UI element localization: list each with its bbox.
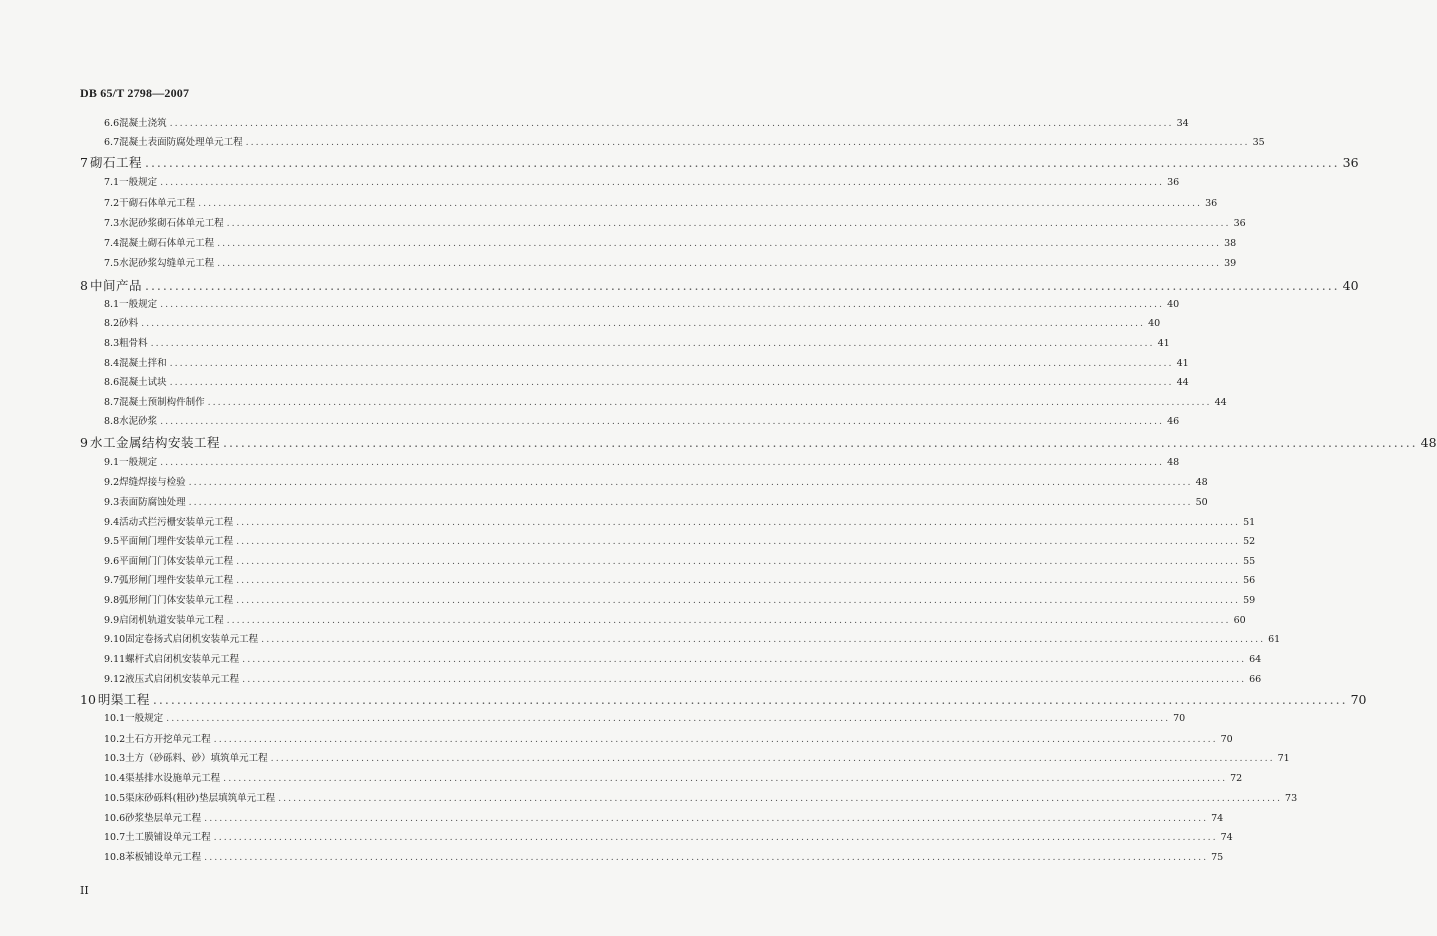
dot-leader: ........................................................................................................................................................................................................ xyxy=(204,813,1209,824)
toc-section-entry[interactable] xyxy=(104,572,1256,586)
toc-entry-page: 70 xyxy=(1220,734,1233,745)
dot-leader: ........................................................................................................................................................................................................ xyxy=(144,278,1340,293)
toc-entry-title: 明渠工程 xyxy=(97,692,150,707)
toc-section-entry[interactable] xyxy=(104,355,1189,369)
toc-entry-page: 38 xyxy=(1224,238,1237,249)
dot-leader: ........................................................................................................................................................................................................ xyxy=(169,118,1174,129)
dot-leader: ........................................................................................................................................................................................................ xyxy=(270,753,1275,764)
toc-entry-number: 10 xyxy=(80,692,96,707)
toc-entry-page: 71 xyxy=(1277,753,1290,764)
toc-entry-number: 8.3 xyxy=(104,338,120,349)
toc-section-entry[interactable] xyxy=(104,454,1180,468)
toc-entry-title: 干砌石体单元工程 xyxy=(119,198,196,209)
toc-entry-title: 水泥砂浆 xyxy=(119,416,158,427)
toc-entry-title: 焊缝焊接与检验 xyxy=(119,477,186,488)
toc-entry-title: 混凝土试块 xyxy=(119,377,167,388)
toc-entry-title: 渠床砂砾料(粗砂)垫层填筑单元工程 xyxy=(125,793,276,804)
toc-entry-title: 螺杆式启闭机安装单元工程 xyxy=(125,654,240,665)
dot-leader: ........................................................................................................................................................................................................ xyxy=(160,416,1165,427)
toc-section-entry[interactable] xyxy=(104,770,1243,784)
toc-section-entry[interactable] xyxy=(104,592,1256,606)
toc-entry-page: 34 xyxy=(1176,118,1189,129)
toc-entry-page: 36 xyxy=(1205,198,1218,209)
toc-section-entry[interactable] xyxy=(104,790,1298,804)
toc-entry-page: 48 xyxy=(1420,435,1437,450)
toc-entry-page: 70 xyxy=(1173,713,1186,724)
page-number-footer: II xyxy=(80,884,89,897)
toc-entry-title: 表面防腐蚀处理 xyxy=(119,497,186,508)
dot-leader: ........................................................................................................................................................................................................ xyxy=(207,397,1212,408)
toc-entry-title: 混凝土砌石体单元工程 xyxy=(119,238,215,249)
toc-entry-number: 8.6 xyxy=(104,377,120,388)
toc-entry-title: 土石方开挖单元工程 xyxy=(125,734,211,745)
toc-section-entry[interactable] xyxy=(104,612,1246,626)
toc-entry-title: 混凝土表面防腐处理单元工程 xyxy=(119,137,243,148)
dot-leader: ........................................................................................................................................................................................................ xyxy=(242,674,1247,685)
toc-entry-number: 8.2 xyxy=(104,318,120,329)
toc-section-entry[interactable] xyxy=(104,195,1218,209)
dot-leader: ........................................................................................................................................................................................................ xyxy=(217,238,1222,249)
toc-entry-page: 36 xyxy=(1233,218,1246,229)
dot-leader: ........................................................................................................................................................................................................ xyxy=(226,218,1231,229)
toc-entry-page: 64 xyxy=(1249,654,1262,665)
toc-entry-page: 74 xyxy=(1211,813,1224,824)
toc-section-entry[interactable] xyxy=(104,315,1161,329)
toc-entry-page: 36 xyxy=(1342,155,1359,170)
toc-entry-number: 9.11 xyxy=(104,654,126,665)
toc-section-entry[interactable] xyxy=(104,394,1227,408)
toc-entry-number: 9.4 xyxy=(104,517,120,528)
dot-leader: ........................................................................................................................................................................................................ xyxy=(150,338,1155,349)
toc-entry-number: 6.7 xyxy=(104,137,120,148)
toc-section-entry[interactable] xyxy=(104,810,1224,824)
toc-entry-number: 10.8 xyxy=(104,852,126,863)
dot-leader: ........................................................................................................................................................................................................ xyxy=(226,615,1231,626)
toc-entry-page: 48 xyxy=(1195,477,1208,488)
toc-entry-page: 50 xyxy=(1195,497,1208,508)
toc-entry-title: 砌石工程 xyxy=(89,155,142,170)
dot-leader: ........................................................................................................................................................................................................ xyxy=(236,575,1241,586)
toc-entry-number: 8 xyxy=(80,278,88,293)
toc-entry-title: 水工金属结构安装工程 xyxy=(89,435,220,450)
toc-chapter-entry[interactable] xyxy=(80,276,1359,294)
toc-entry-number: 6.6 xyxy=(104,118,120,129)
dot-leader: ........................................................................................................................................................................................................ xyxy=(160,299,1165,310)
toc-section-entry[interactable] xyxy=(104,514,1256,528)
toc-entry-number: 9.10 xyxy=(104,634,126,645)
toc-entry-title: 粗骨料 xyxy=(119,338,148,349)
toc-section-entry[interactable] xyxy=(104,413,1180,427)
toc-entry-title: 活动式拦污栅安装单元工程 xyxy=(119,517,234,528)
toc-entry-page: 46 xyxy=(1167,416,1180,427)
toc-section-entry[interactable] xyxy=(104,134,1265,148)
toc-entry-page: 35 xyxy=(1252,137,1265,148)
toc-entry-page: 61 xyxy=(1268,634,1281,645)
toc-section-entry[interactable] xyxy=(104,671,1262,685)
toc-section-entry[interactable] xyxy=(104,710,1186,724)
toc-entry-page: 40 xyxy=(1148,318,1161,329)
toc-section-entry[interactable] xyxy=(104,374,1189,388)
toc-entry-title: 混凝土拌和 xyxy=(119,358,167,369)
toc-entry-number: 7.3 xyxy=(104,218,120,229)
dot-leader: ........................................................................................................................................................................................................ xyxy=(166,713,1171,724)
toc-entry-title: 水泥砂浆砌石体单元工程 xyxy=(119,218,224,229)
toc-entry-page: 39 xyxy=(1224,258,1237,269)
toc-entry-number: 10.2 xyxy=(104,734,126,745)
toc-entry-number: 9 xyxy=(80,435,88,450)
toc-entry-number: 7.2 xyxy=(104,198,120,209)
toc-section-entry[interactable] xyxy=(104,731,1233,745)
dot-leader: ........................................................................................................................................................................................................ xyxy=(236,556,1241,567)
toc-entry-title: 固定卷扬式启闭机安装单元工程 xyxy=(125,634,259,645)
toc-entry-title: 一般规定 xyxy=(125,713,164,724)
dot-leader: ........................................................................................................................................................................................................ xyxy=(160,457,1165,468)
toc-section-entry[interactable] xyxy=(104,335,1170,349)
dot-leader: ........................................................................................................................................................................................................ xyxy=(204,852,1209,863)
dot-leader: ........................................................................................................................................................................................................ xyxy=(169,358,1174,369)
toc-entry-page: 48 xyxy=(1167,457,1180,468)
toc-entry-page: 70 xyxy=(1350,692,1367,707)
toc-entry-page: 60 xyxy=(1233,615,1246,626)
toc-entry-page: 59 xyxy=(1243,595,1256,606)
toc-chapter-entry[interactable] xyxy=(80,433,1437,451)
toc-entry-title: 混凝土预制构件制作 xyxy=(119,397,205,408)
toc-entry-title: 砂浆垫层单元工程 xyxy=(125,813,202,824)
toc-entry-title: 平面闸门门体安装单元工程 xyxy=(119,556,234,567)
toc-entry-title: 混凝土浇筑 xyxy=(119,118,167,129)
toc-section-entry[interactable] xyxy=(104,631,1281,645)
toc-section-entry[interactable] xyxy=(104,829,1233,843)
toc-entry-title: 启闭机轨道安装单元工程 xyxy=(119,615,224,626)
toc-entry-title: 液压式启闭机安装单元工程 xyxy=(125,674,240,685)
dot-leader: ........................................................................................................................................................................................................ xyxy=(236,536,1241,547)
toc-entry-number: 9.5 xyxy=(104,536,120,547)
toc-section-entry[interactable] xyxy=(104,115,1189,129)
toc-entry-number: 9.6 xyxy=(104,556,120,567)
dot-leader: ........................................................................................................................................................................................................ xyxy=(188,497,1193,508)
dot-leader: ........................................................................................................................................................................................................ xyxy=(144,155,1340,170)
toc-section-entry[interactable] xyxy=(104,296,1180,310)
toc-entry-number: 9.9 xyxy=(104,615,120,626)
toc-entry-title: 苯板铺设单元工程 xyxy=(125,852,202,863)
toc-section-entry[interactable] xyxy=(104,849,1224,863)
dot-leader: ........................................................................................................................................................................................................ xyxy=(223,773,1228,784)
toc-entry-page: 44 xyxy=(1176,377,1189,388)
toc-entry-page: 44 xyxy=(1214,397,1227,408)
toc-section-entry[interactable] xyxy=(104,750,1290,764)
toc-entry-number: 9.12 xyxy=(104,674,126,685)
toc-entry-page: 75 xyxy=(1211,852,1224,863)
dot-leader: ........................................................................................................................................................................................................ xyxy=(236,595,1241,606)
toc-entry-page: 41 xyxy=(1157,338,1170,349)
toc-entry-title: 一般规定 xyxy=(119,457,158,468)
dot-leader: ........................................................................................................................................................................................................ xyxy=(222,435,1418,450)
toc-entry-page: 36 xyxy=(1167,177,1180,188)
toc-section-entry[interactable] xyxy=(104,235,1237,249)
toc-entry-number: 7.1 xyxy=(104,177,120,188)
toc-entry-number: 7.5 xyxy=(104,258,120,269)
toc-entry-title: 土工膜铺设单元工程 xyxy=(125,832,211,843)
toc-entry-title: 一般规定 xyxy=(119,177,158,188)
toc-entry-number: 9.7 xyxy=(104,575,120,586)
document-code: DB 65/T 2798—2007 xyxy=(80,86,190,100)
toc-entry-page: 72 xyxy=(1230,773,1243,784)
toc-entry-number: 9.3 xyxy=(104,497,120,508)
toc-entry-number: 10.4 xyxy=(104,773,126,784)
dot-leader: ........................................................................................................................................................................................................ xyxy=(213,734,1218,745)
toc-entry-page: 66 xyxy=(1249,674,1262,685)
dot-leader: ........................................................................................................................................................................................................ xyxy=(188,477,1193,488)
toc-entry-number: 10.3 xyxy=(104,753,126,764)
toc-section-entry[interactable] xyxy=(104,553,1256,567)
toc-section-entry[interactable] xyxy=(104,474,1208,488)
toc-entry-number: 10.5 xyxy=(104,793,126,804)
toc-entry-page: 41 xyxy=(1176,358,1189,369)
toc-entry-number: 7 xyxy=(80,155,88,170)
toc-entry-page: 40 xyxy=(1167,299,1180,310)
toc-entry-number: 10.1 xyxy=(104,713,126,724)
toc-entry-title: 弧形闸门门体安装单元工程 xyxy=(119,595,234,606)
toc-entry-number: 9.1 xyxy=(104,457,120,468)
toc-entry-title: 一般规定 xyxy=(119,299,158,310)
dot-leader: ........................................................................................................................................................................................................ xyxy=(278,793,1283,804)
toc-entry-title: 渠基排水设施单元工程 xyxy=(125,773,221,784)
dot-leader: ........................................................................................................................................................................................................ xyxy=(160,177,1165,188)
toc-section-entry[interactable] xyxy=(104,494,1208,508)
toc-entry-number: 8.4 xyxy=(104,358,120,369)
toc-entry-page: 73 xyxy=(1285,793,1298,804)
dot-leader: ........................................................................................................................................................................................................ xyxy=(245,137,1250,148)
toc-entry-title: 水泥砂浆勾缝单元工程 xyxy=(119,258,215,269)
dot-leader: ........................................................................................................................................................................................................ xyxy=(261,634,1266,645)
toc-entry-title: 平面闸门埋件安装单元工程 xyxy=(119,536,234,547)
toc-entry-number: 8.1 xyxy=(104,299,120,310)
toc-entry-number: 9.2 xyxy=(104,477,120,488)
toc-entry-number: 7.4 xyxy=(104,238,120,249)
toc-section-entry[interactable] xyxy=(104,255,1237,269)
toc-entry-title: 中间产品 xyxy=(89,278,142,293)
dot-leader: ........................................................................................................................................................................................................ xyxy=(213,832,1218,843)
toc-section-entry[interactable] xyxy=(104,651,1262,665)
toc-entry-number: 8.8 xyxy=(104,416,120,427)
toc-entry-page: 55 xyxy=(1243,556,1256,567)
toc-section-entry[interactable] xyxy=(104,174,1180,188)
dot-leader: ........................................................................................................................................................................................................ xyxy=(169,377,1174,388)
toc-entry-title: 弧形闸门埋件安装单元工程 xyxy=(119,575,234,586)
toc-entry-number: 10.7 xyxy=(104,832,126,843)
toc-entry-page: 52 xyxy=(1243,536,1256,547)
dot-leader: ........................................................................................................................................................................................................ xyxy=(217,258,1222,269)
dot-leader: ........................................................................................................................................................................................................ xyxy=(242,654,1247,665)
toc-entry-number: 8.7 xyxy=(104,397,120,408)
toc-entry-title: 砂料 xyxy=(119,318,139,329)
toc-section-entry[interactable] xyxy=(104,215,1246,229)
toc-entry-number: 10.6 xyxy=(104,813,126,824)
toc-entry-page: 74 xyxy=(1220,832,1233,843)
dot-leader: ........................................................................................................................................................................................................ xyxy=(198,198,1203,209)
toc-entry-number: 9.8 xyxy=(104,595,120,606)
toc-chapter-entry[interactable] xyxy=(80,153,1359,171)
toc-entry-page: 51 xyxy=(1243,517,1256,528)
toc-chapter-entry[interactable] xyxy=(80,690,1367,708)
toc-entry-page: 56 xyxy=(1243,575,1256,586)
dot-leader: ........................................................................................................................................................................................................ xyxy=(141,318,1146,329)
toc-entry-page: 40 xyxy=(1342,278,1359,293)
dot-leader: ........................................................................................................................................................................................................ xyxy=(236,517,1241,528)
dot-leader: ........................................................................................................................................................................................................ xyxy=(152,692,1348,707)
toc-section-entry[interactable] xyxy=(104,533,1256,547)
toc-entry-title: 土方（砂砾料、砂）填筑单元工程 xyxy=(125,753,268,764)
